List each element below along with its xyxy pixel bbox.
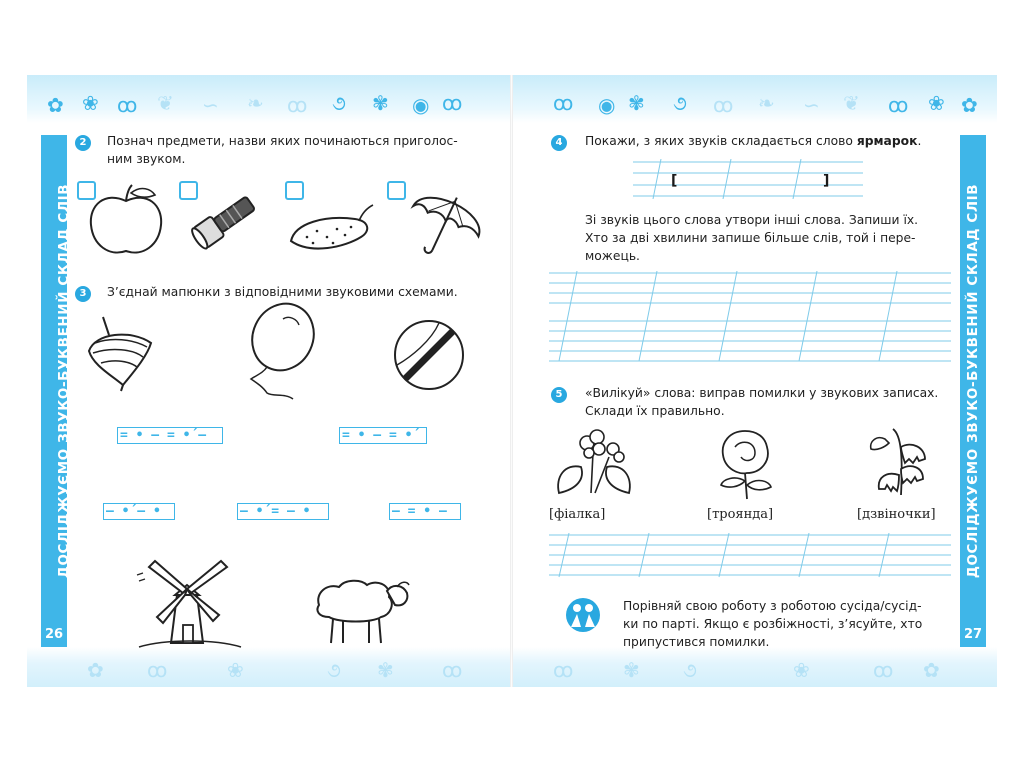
task-4-para-line3: можець. — [585, 249, 640, 263]
flower-ornament-icon: ✿ — [923, 658, 940, 682]
task-4-number: 4 — [551, 135, 567, 151]
swirl-ornament-icon: ꝏ — [117, 93, 138, 117]
scheme-3-text: — •́ — • — [106, 504, 161, 519]
peer-check-text — [623, 597, 963, 651]
swirl-ornament-icon: ∽ — [803, 93, 820, 117]
spiral-ornament-icon: ૭ — [327, 658, 341, 682]
right-sidebar-title: ДОСЛІДЖУЄМО ЗВУКО-БУКВЕНИЙ СКЛАД СЛІВ — [965, 183, 981, 579]
flower-ornament-icon: ❀ — [82, 91, 99, 115]
task-2-line2: ним звуком. — [107, 152, 186, 166]
swirl-ornament-icon: ꝏ — [553, 91, 574, 115]
flower-ornament-icon: ✿ — [47, 93, 64, 117]
flower-ornament-icon: ✾ — [623, 658, 640, 682]
scheme-5-text: — = • — — [392, 504, 447, 519]
swirl-ornament-icon: ꝏ — [147, 658, 168, 682]
task-5-line1: «Вилікуй» слова: виправ помилки у звукових записах. — [585, 386, 939, 400]
spinning-top-icon — [81, 313, 161, 393]
sound-scheme-3[interactable] — [103, 503, 175, 520]
writing-lines-task-5[interactable] — [549, 533, 951, 579]
peer-check-line1: Порівняй свою роботу з роботою сусіда/сусід- — [623, 599, 922, 613]
sound-scheme-4[interactable] — [237, 503, 329, 520]
writing-lines-task-4[interactable] — [549, 271, 951, 363]
flower-ornament-icon: ✾ — [372, 91, 389, 115]
word-fialka: [фіалка] — [549, 507, 606, 522]
swirl-ornament-icon: ꝏ — [713, 93, 734, 117]
flower-ornament-icon: ❀ — [227, 658, 244, 682]
swirl-ornament-icon: ꝏ — [873, 658, 894, 682]
violet-icon — [551, 423, 637, 497]
swirl-ornament-icon: ꝏ — [888, 93, 909, 117]
sound-scheme-5[interactable] — [389, 503, 461, 520]
task-4-suffix: . — [917, 134, 922, 148]
task-4-para-line2: Хто за дві хвилини запише більше слів, той і пере- — [585, 231, 916, 245]
bracket-open: [ — [671, 173, 678, 189]
swirl-ornament-icon: ∽ — [202, 93, 219, 117]
sheep-icon — [311, 571, 411, 647]
bracket-close: ] — [823, 173, 830, 189]
balloon-icon — [227, 301, 323, 405]
scheme-4-text: — •́ = — • — [240, 504, 311, 519]
flower-ornament-icon: ✾ — [377, 658, 394, 682]
flower-ornament-icon: ✿ — [961, 93, 978, 117]
task-4-paragraph — [585, 211, 965, 265]
peer-check-line3: припустився помилки. — [623, 635, 770, 649]
scheme-1-text: = • — = •́ — — [120, 428, 207, 443]
flower-ornament-icon: ✿ — [87, 658, 104, 682]
leaf-ornament-icon: ❧ — [247, 91, 264, 115]
left-page-number: 26 — [41, 622, 67, 648]
leaf-ornament-icon: ❦ — [157, 91, 174, 115]
task-3-number: 3 — [75, 286, 91, 302]
sound-scheme-1[interactable] — [117, 427, 223, 444]
cucumber-icon — [285, 201, 375, 257]
word-dzvinochky: [дзвіночки] — [857, 507, 936, 522]
leaf-ornament-icon: ❦ — [843, 91, 860, 115]
umbrella-icon — [403, 185, 487, 261]
apple-icon — [85, 183, 167, 261]
windmill-icon — [135, 555, 245, 651]
swirl-ornament-icon: ꝏ — [287, 93, 308, 117]
bellflower-icon — [863, 425, 943, 501]
task-3-text: З’єднай мапюнки з відповідними звуковими схемами. — [107, 285, 458, 299]
dot-ornament-icon: ◉ — [598, 93, 616, 117]
dot-ornament-icon: ◉ — [412, 93, 430, 117]
left-page — [27, 75, 510, 687]
spiral-ornament-icon: ૭ — [673, 91, 687, 115]
flower-ornament-icon: ❀ — [793, 658, 810, 682]
flower-ornament-icon: ❀ — [928, 91, 945, 115]
left-header-band — [27, 75, 510, 123]
right-header-band — [513, 75, 997, 123]
task-2-line1: Познач предмети, назви яких починаються приголос- — [107, 134, 458, 148]
task-4-text — [585, 132, 965, 150]
task-4-prefix: Покажи, з яких звуків складається слово — [585, 134, 857, 148]
spiral-ornament-icon: ૭ — [332, 91, 346, 115]
ball-icon — [391, 317, 467, 393]
right-page — [513, 75, 997, 687]
task-4-para-line1: Зі звуків цього слова утвори інші слова. Запиши їх. — [585, 213, 919, 227]
sound-scheme-2[interactable] — [339, 427, 427, 444]
task-2-text — [107, 132, 502, 168]
right-page-number: 27 — [960, 622, 986, 648]
flower-ornament-icon: ✾ — [628, 91, 645, 115]
swirl-ornament-icon: ꝏ — [442, 91, 463, 115]
task-2-number: 2 — [75, 135, 91, 151]
pair-work-icon — [565, 597, 601, 633]
cucumber-checkbox[interactable] — [285, 181, 304, 200]
swirl-ornament-icon: ꝏ — [442, 658, 463, 682]
rose-icon — [709, 425, 783, 501]
task-5-number: 5 — [551, 387, 567, 403]
task-4-word: ярмарок — [856, 134, 918, 148]
swirl-ornament-icon: ꝏ — [553, 658, 574, 682]
leaf-ornament-icon: ❧ — [758, 91, 775, 115]
word-troyanda: [троянда] — [707, 507, 774, 522]
task-5-line2: Склади їх правильно. — [585, 404, 725, 418]
spiral-ornament-icon: ૭ — [683, 658, 697, 682]
left-sidebar-title: ДОСЛІДЖУЄМО ЗВУКО-БУКВЕНИЙ СКЛАД СЛІВ — [56, 183, 72, 579]
task-5-text — [585, 384, 965, 420]
scheme-2-text: = • — = •́ — [342, 428, 413, 443]
peer-check-line2: ки по парті. Якщо є розбіжності, з’ясуйте, хто — [623, 617, 923, 631]
flashlight-icon — [183, 183, 265, 255]
